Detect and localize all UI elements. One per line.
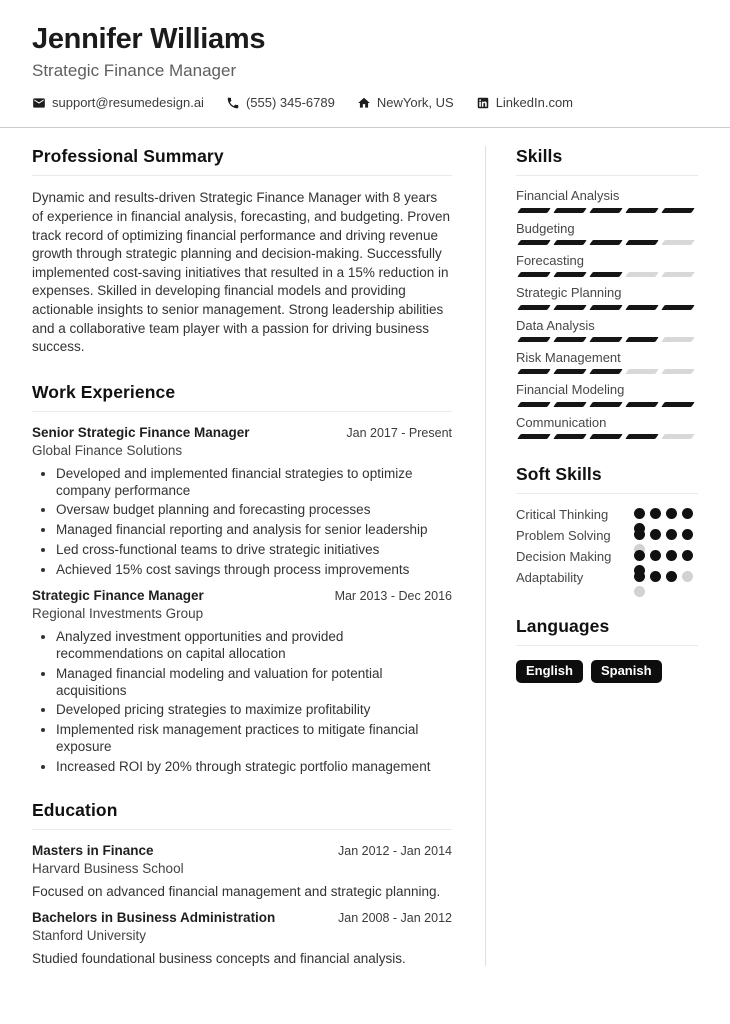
soft-skill-dot [666, 508, 677, 519]
skill-row [516, 382, 698, 406]
education-head [32, 843, 452, 858]
degree-title: Bachelors in Business Administration [32, 910, 276, 926]
experience-heading: Work Experience [32, 382, 452, 412]
bar-segment [517, 337, 551, 342]
soft-skill-dot [650, 571, 661, 582]
skill-label: Financial Modeling [516, 382, 625, 398]
bar-segment [625, 434, 659, 439]
soft-skill-dot [666, 550, 677, 561]
education-heading: Education [32, 800, 452, 830]
bar-segment [553, 305, 587, 310]
skill-level-bar [516, 434, 698, 439]
soft-skills-heading: Soft Skills [516, 464, 698, 494]
education-head [32, 910, 452, 925]
education-dates: Jan 2008 - Jan 2012 [338, 911, 452, 926]
skill-row [516, 285, 698, 309]
contact-text: LinkedIn.com [495, 95, 574, 111]
soft-skill-label: Adaptability [516, 569, 584, 585]
skill-label: Communication [516, 414, 607, 430]
bar-segment [553, 272, 587, 277]
job-entry [32, 588, 452, 775]
contact-text: support@resumedesign.ai [52, 95, 204, 111]
soft-skill-dot [682, 571, 693, 582]
job-company: Global Finance Solutions [32, 442, 183, 458]
job-entry [32, 425, 452, 578]
bullet-item: • Achieved 15% cost savings through process improvements [56, 562, 452, 579]
bar-segment [589, 369, 623, 374]
bar-segment [661, 434, 695, 439]
soft-skill-dots [634, 550, 698, 562]
skill-label: Strategic Planning [516, 285, 622, 301]
bar-segment [661, 305, 695, 310]
skill-label: Forecasting [516, 253, 584, 268]
soft-skill-label: Decision Making [516, 548, 612, 564]
bar-segment [625, 305, 659, 310]
home-icon [357, 96, 371, 110]
bullet-item: • Developed pricing strategies to maximize profitability [56, 702, 452, 719]
bar-segment [517, 369, 551, 374]
schools-list [32, 843, 452, 966]
bullet-item: • Developed and implemented financial strategies to optimize company performance [56, 466, 452, 499]
soft-skills-list [516, 507, 698, 591]
bar-segment [553, 208, 587, 213]
section-professional-summary [32, 146, 452, 357]
job-title: Strategic Finance Manager [32, 588, 204, 604]
soft-skill-dot [666, 529, 677, 540]
soft-skill-label: Critical Thinking [516, 506, 609, 522]
bar-segment [517, 402, 551, 407]
sidebar-column [516, 146, 698, 966]
language-badge: Spanish [591, 660, 662, 683]
skill-level-bar [516, 402, 698, 407]
soft-skill-dot [650, 550, 661, 561]
skill-row [516, 253, 698, 277]
email-icon [32, 96, 46, 110]
skills-heading: Skills [516, 146, 698, 176]
summary-heading: Professional Summary [32, 146, 452, 176]
language-badge: English [516, 660, 583, 683]
soft-skill-row [516, 549, 698, 570]
job-head [32, 588, 452, 603]
bar-segment [553, 402, 587, 407]
soft-skill-dot [682, 529, 693, 540]
contact-row [32, 95, 698, 110]
skill-label: Budgeting [516, 220, 575, 236]
bar-segment [553, 369, 587, 374]
soft-skill-dot [682, 508, 693, 519]
bar-segment [589, 337, 623, 342]
contact-item [226, 95, 335, 110]
skills-list [516, 188, 698, 439]
skill-row [516, 188, 698, 212]
job-dates: Jan 2017 - Present [346, 425, 452, 440]
phone-icon [226, 96, 240, 110]
contact-item [476, 95, 573, 110]
bar-segment [625, 240, 659, 245]
bar-segment [661, 337, 695, 342]
degree-title: Masters in Finance [32, 843, 154, 859]
resume-body [0, 128, 730, 966]
bar-segment [553, 240, 587, 245]
contact-item [357, 95, 454, 110]
job-dates: Mar 2013 - Dec 2016 [334, 589, 452, 604]
bar-segment [661, 272, 695, 277]
languages-heading: Languages [516, 616, 698, 646]
linkedin-icon [476, 96, 490, 110]
bar-segment [661, 369, 695, 374]
bullet-item: • Managed financial modeling and valuation for potential acquisitions [56, 666, 452, 699]
person-name: Jennifer Williams [32, 23, 266, 55]
skill-level-bar [516, 337, 698, 342]
bar-segment [661, 240, 695, 245]
skill-row [516, 350, 698, 374]
bar-segment [517, 240, 551, 245]
job-head [32, 425, 452, 440]
education-dates: Jan 2012 - Jan 2014 [338, 844, 452, 859]
soft-skill-dot [650, 508, 661, 519]
contact-item [32, 95, 204, 110]
bullet-item: • Implemented risk management practices to mitigate financial exposure [56, 722, 452, 755]
bar-segment [517, 434, 551, 439]
bar-segment [625, 272, 659, 277]
soft-skill-dot [634, 550, 645, 561]
bar-segment [589, 272, 623, 277]
soft-skill-dots [634, 571, 698, 583]
bar-segment [553, 337, 587, 342]
bar-segment [625, 337, 659, 342]
bar-segment [625, 208, 659, 213]
job-bullets [32, 466, 452, 578]
soft-skill-dot [666, 571, 677, 582]
skill-level-bar [516, 208, 698, 213]
soft-skill-dot [634, 586, 645, 597]
soft-skill-label: Problem Solving [516, 527, 611, 543]
section-education [32, 800, 452, 966]
soft-skill-dot [634, 508, 645, 519]
jobs-list [32, 425, 452, 775]
summary-text: Dynamic and results-driven Strategic Finance Manager with 8 years of experience in financial analysis, forecasting, and budgeting. Proven track record of optimizing financial performance and driving revenue growth through strategic planning and decision-making. Successfully implemented cost-saving initiatives that resulted in a 15% reduction in expenses. Skilled in developing financial models and providing actionable insights to senior management. Strong leadership abilities and a collaborative team player with a passion for driving business success. [32, 190, 451, 355]
skill-row [516, 415, 698, 439]
soft-skill-dot [682, 550, 693, 561]
skill-label: Financial Analysis [516, 188, 620, 204]
skill-label: Data Analysis [516, 317, 595, 333]
bar-segment [661, 402, 695, 407]
soft-skill-row [516, 507, 698, 528]
education-description: Studied foundational business concepts and financial analysis. [32, 951, 406, 967]
bullet-item: • Led cross-functional teams to drive strategic initiatives [56, 542, 452, 559]
contact-text: NewYork, US [376, 95, 454, 111]
person-title: Strategic Finance Manager [32, 61, 237, 81]
section-languages [516, 616, 698, 683]
bullet-item: • Managed financial reporting and analysis for senior leadership [56, 522, 452, 539]
school-name: Stanford University [32, 928, 147, 944]
language-badges [516, 660, 698, 683]
soft-skill-dot [634, 529, 645, 540]
education-entry [32, 843, 452, 899]
education-entry [32, 910, 452, 966]
bar-segment [589, 434, 623, 439]
bar-segment [625, 369, 659, 374]
bullet-item: • Oversaw budget planning and forecasting processes [56, 502, 452, 519]
column-divider [485, 146, 486, 966]
section-skills [516, 146, 698, 439]
resume-header [0, 0, 730, 110]
bar-segment [517, 272, 551, 277]
bullet-item: • Analyzed investment opportunities and provided recommendations on capital allocation [56, 629, 452, 662]
bar-segment [589, 305, 623, 310]
soft-skill-dots [634, 508, 698, 520]
skill-row [516, 318, 698, 342]
soft-skill-dots [634, 529, 698, 541]
bar-segment [589, 240, 623, 245]
soft-skill-row [516, 570, 698, 591]
bar-segment [589, 208, 623, 213]
bullet-item: • Increased ROI by 20% through strategic portfolio management [56, 759, 452, 776]
bar-segment [661, 208, 695, 213]
soft-skill-dot [650, 529, 661, 540]
bar-segment [625, 402, 659, 407]
education-description: Focused on advanced financial management and strategic planning. [32, 884, 441, 900]
skill-level-bar [516, 272, 698, 277]
job-title: Senior Strategic Finance Manager [32, 424, 250, 440]
bar-segment [517, 208, 551, 213]
skill-level-bar [516, 305, 698, 310]
skill-label: Risk Management [516, 349, 621, 365]
soft-skill-dot [634, 571, 645, 582]
bar-segment [553, 434, 587, 439]
main-column [32, 146, 452, 966]
contact-text: (555) 345-6789 [245, 95, 335, 111]
section-work-experience [32, 382, 452, 775]
skill-level-bar [516, 240, 698, 245]
soft-skill-row [516, 528, 698, 549]
section-soft-skills [516, 464, 698, 591]
bar-segment [589, 402, 623, 407]
bar-segment [517, 305, 551, 310]
skill-row [516, 221, 698, 245]
skill-level-bar [516, 369, 698, 374]
job-bullets [32, 629, 452, 775]
school-name: Harvard Business School [32, 861, 184, 877]
job-company: Regional Investments Group [32, 606, 204, 622]
